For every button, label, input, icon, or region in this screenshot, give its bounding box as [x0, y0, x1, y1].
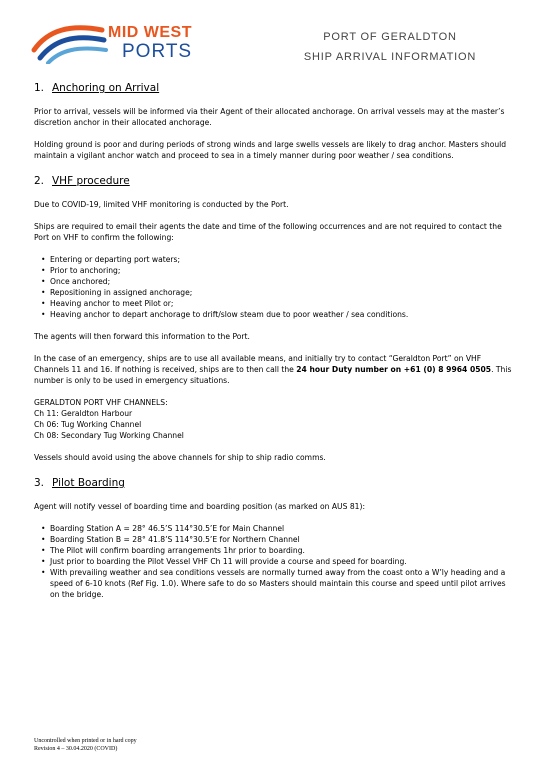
- channel-item: Ch 08: Secondary Tug Working Channel: [34, 431, 184, 440]
- paragraph: Agent will notify vessel of boarding time and boarding position (as marked on AUS 81):: [34, 502, 366, 511]
- section-number: 2.: [34, 175, 45, 187]
- section-heading-anchoring: [34, 82, 512, 94]
- section-heading-pilot: [34, 477, 512, 489]
- list-item: • Entering or departing port waters;: [41, 255, 181, 264]
- channels-title: GERALDTON PORT VHF CHANNELS:: [34, 398, 168, 407]
- list-item: • Prior to anchoring;: [41, 266, 121, 275]
- mid-west-ports-logo: [30, 20, 200, 64]
- footer-revision: Revision 4 – 30.04.2020 (COVID): [34, 746, 118, 752]
- wave-logo-icon: [30, 20, 110, 64]
- paragraph: Vessels should avoid using the above channels for ship to ship radio comms.: [34, 453, 326, 462]
- channel-item: Ch 06: Tug Working Channel: [34, 420, 142, 429]
- paragraph: Due to COVID-19, limited VHF monitoring is conducted by the Port.: [34, 200, 289, 209]
- section-title: Anchoring on Arrival: [52, 82, 160, 94]
- header-title-line2: SHIP ARRIVAL INFORMATION: [303, 51, 477, 63]
- duty-number: 24 hour Duty number on +61 (0) 8 9964 0505: [296, 365, 492, 374]
- section-title: Pilot Boarding: [52, 477, 125, 489]
- list-item: • Boarding Station B = 28° 41.8’S 114°30.5’E for Northern Channel: [41, 535, 300, 544]
- section-number: 1.: [34, 82, 45, 94]
- logo-text-ports: PORTS: [122, 41, 193, 62]
- list-item: • Heaving anchor to meet Pilot or;: [41, 299, 174, 308]
- emergency-paragraph: In the case of an emergency, ships are to use all available means, and initially try to contact “Geraldton Port” on VHF Channels 11 and 16. If nothing is received, ships are to then call the 24 hour Duty number on +61 (0) 8 9964 0505. This number is only to be used in emergency situations.: [34, 354, 512, 385]
- footer-line: Uncontrolled when printed or in hard copy: [34, 738, 137, 744]
- bullet-list: [34, 523, 512, 600]
- paragraph: Ships are required to email their agents the date and time of the following occurrences and are not required to contact the Port on VHF to confirm the following:: [34, 222, 502, 242]
- list-item: • Once anchored;: [41, 277, 111, 286]
- list-item: • Heaving anchor to depart anchorage to drift/slow steam due to poor weather / sea conditions.: [41, 310, 409, 319]
- header-title-line1: PORT OF GERALDTON: [323, 31, 457, 43]
- document-footer: [34, 737, 137, 753]
- list-item: • With prevailing weather and sea conditions vessels are normally turned away from the coast onto a W’ly heading and a speed of 6-10 knots (Ref Fig. 1.0). Where safe to do so Masters should maintain this course and speed until pilot arrives on the bridge.: [41, 568, 506, 599]
- list-item: • Repositioning in assigned anchorage;: [41, 288, 193, 297]
- list-item: • Just prior to boarding the Pilot Vessel VHF Ch 11 will provide a course and speed for boarding.: [41, 557, 407, 566]
- bullet-list: [34, 254, 512, 320]
- section-number: 3.: [34, 477, 45, 489]
- section-heading-vhf: [34, 175, 512, 187]
- section-title: VHF procedure: [52, 175, 130, 187]
- paragraph: Holding ground is poor and during periods of strong winds and large swells vessels are likely to drag anchor. Masters should maintain a vigilant anchor watch and proceed to sea in a timely manner during poor weather / sea conditions.: [34, 140, 507, 160]
- list-item: • Boarding Station A = 28° 46.5’S 114°30.5’E for Main Channel: [41, 524, 285, 533]
- logo-text-mid-west: MID WEST: [108, 24, 192, 41]
- list-item: • The Pilot will confirm boarding arrangements 1hr prior to boarding.: [41, 546, 305, 555]
- document-header-title: [280, 27, 500, 67]
- channel-item: Ch 11: Geraldton Harbour: [34, 409, 133, 418]
- document-body: [34, 82, 512, 611]
- paragraph: The agents will then forward this information to the Port.: [34, 332, 250, 341]
- paragraph: Prior to arrival, vessels will be informed via their Agent of their allocated anchorage. On arrival vessels may at the master’s discretion anchor in their allocated anchorage.: [34, 107, 505, 127]
